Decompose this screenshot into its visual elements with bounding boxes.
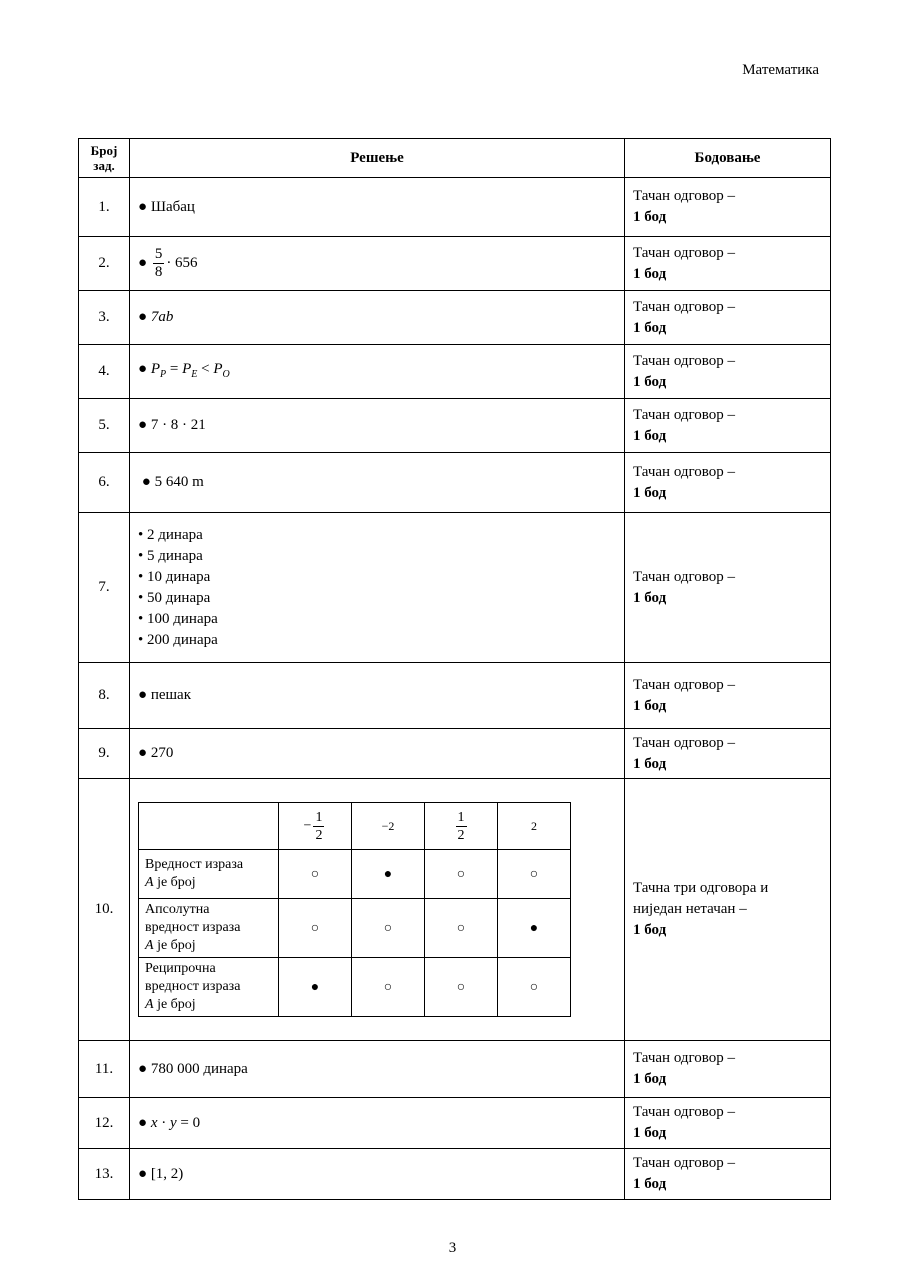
scoring-cell <box>625 237 831 291</box>
fraction-denominator: 2 <box>315 827 323 843</box>
score-text: Тачан одговор – <box>633 1155 736 1171</box>
scoring-cell <box>625 1149 831 1200</box>
scoring-cell <box>625 178 831 237</box>
answer-grid <box>138 802 571 1017</box>
header-solution: Решење <box>130 139 625 178</box>
solution-cell <box>130 453 625 513</box>
task-number: 2. <box>79 237 130 291</box>
grid-row-label <box>139 899 279 958</box>
minus-sign: − <box>303 818 312 834</box>
grid-col-header: 2 <box>498 803 571 850</box>
score-points: 1 бод <box>633 265 667 282</box>
answer-text: Шабац <box>150 198 195 215</box>
score-text: Тачан одговор – <box>633 676 736 693</box>
solution-cell <box>130 1149 625 1200</box>
task-number: 5. <box>79 399 130 453</box>
math-op: = <box>166 360 183 377</box>
score-text: Тачан одговор – <box>633 1050 736 1066</box>
bullet: ● <box>138 360 148 377</box>
table-row <box>79 779 831 1041</box>
score-points: 1 бод <box>633 1125 667 1141</box>
score-text: Тачна три одговора и <box>633 880 769 896</box>
table-header-row <box>79 139 831 178</box>
label-line: вредност израза <box>145 920 241 935</box>
table-row <box>79 1041 831 1098</box>
scoring-cell <box>625 453 831 513</box>
scoring-cell <box>625 1098 831 1149</box>
math-subscript: E <box>191 368 198 380</box>
grid-row <box>139 850 571 899</box>
score-points: 1 бод <box>633 484 667 501</box>
scoring-cell <box>625 345 831 399</box>
math-var: A <box>145 938 154 953</box>
score-points: 1 бод <box>633 922 667 938</box>
bullet: ● <box>138 309 148 325</box>
answer-text: 7 · 8 · 21 <box>150 417 206 433</box>
answer-text: · 656 <box>166 254 198 271</box>
grid-row <box>139 958 571 1017</box>
bullet: ● <box>141 474 151 490</box>
list-item: • 200 динара <box>138 631 218 648</box>
math-var: A <box>145 875 154 890</box>
solution-cell <box>130 178 625 237</box>
score-text: Тачан одговор – <box>633 298 736 315</box>
score-text: Тачан одговор – <box>633 1104 736 1120</box>
task-number: 10. <box>79 779 130 1041</box>
math-var: P <box>213 360 223 377</box>
bullet: ● <box>138 745 148 761</box>
grid-mark: ● <box>352 850 425 899</box>
grid-header-row <box>139 803 571 850</box>
bullet: ● <box>138 254 148 271</box>
grid-mark: ○ <box>279 850 352 899</box>
answer-text: пешак <box>150 687 191 703</box>
table-row <box>79 1098 831 1149</box>
table-row <box>79 291 831 345</box>
solution-cell <box>130 779 625 1041</box>
score-text: Тачан одговор – <box>633 244 736 261</box>
score-text: Тачан одговор – <box>633 352 736 369</box>
grid-mark: ○ <box>279 899 352 958</box>
grid-mark: ○ <box>498 850 571 899</box>
solution-cell <box>130 399 625 453</box>
solution-cell <box>130 729 625 779</box>
fraction <box>456 809 467 844</box>
label-line: је број <box>153 875 196 890</box>
table-row <box>79 345 831 399</box>
list-item: • 50 динара <box>138 589 211 606</box>
label-line: вредност израза <box>145 979 241 994</box>
score-points: 1 бод <box>633 1071 667 1087</box>
answer-text: 780 000 динара <box>150 1060 248 1077</box>
score-text: Тачан одговор – <box>633 734 736 751</box>
solution-cell <box>130 291 625 345</box>
table-row <box>79 729 831 779</box>
bullet: ● <box>138 1165 148 1182</box>
score-points: 1 бод <box>633 373 667 390</box>
fraction-numerator: 5 <box>154 246 163 262</box>
grid-col-header <box>279 803 352 850</box>
task-number: 8. <box>79 663 130 729</box>
table-row <box>79 663 831 729</box>
bullet: ● <box>138 687 148 703</box>
task-number: 3. <box>79 291 130 345</box>
fraction-numerator: 1 <box>315 809 323 825</box>
scoring-cell <box>625 513 831 663</box>
solution-cell <box>130 1098 625 1149</box>
math-subscript: O <box>222 368 230 380</box>
score-points: 1 бод <box>633 755 667 772</box>
math-op: = 0 <box>176 1114 201 1131</box>
page-number: 3 <box>448 1240 457 1256</box>
fraction-denominator: 8 <box>154 264 163 280</box>
math-var: A <box>145 997 154 1012</box>
task-number: 13. <box>79 1149 130 1200</box>
task-number: 1. <box>79 178 130 237</box>
solution-cell <box>130 237 625 291</box>
bullet: ● <box>138 1060 148 1077</box>
math-op: < <box>197 360 214 377</box>
task-number: 7. <box>79 513 130 663</box>
list-item: • 2 динара <box>138 526 203 543</box>
answer-text: 7ab <box>150 309 174 325</box>
scoring-cell <box>625 779 831 1041</box>
task-number: 11. <box>79 1041 130 1098</box>
task-number: 12. <box>79 1098 130 1149</box>
grid-corner <box>139 803 279 850</box>
grid-mark: ○ <box>352 899 425 958</box>
score-text: Тачан одговор – <box>633 568 736 585</box>
fraction-denominator: 2 <box>457 827 465 843</box>
scoring-cell <box>625 1041 831 1098</box>
bullet: ● <box>138 1114 148 1131</box>
score-points: 1 бод <box>633 589 667 606</box>
score-points: 1 бод <box>633 1176 667 1192</box>
label-line: Апсолутна <box>145 902 210 917</box>
grid-mark: ● <box>279 958 352 1017</box>
task-number: 4. <box>79 345 130 399</box>
task-number: 6. <box>79 453 130 513</box>
score-text: Тачан одговор – <box>633 406 736 423</box>
score-text: Тачан одговор – <box>633 188 736 204</box>
grid-col-header <box>425 803 498 850</box>
score-points: 1 бод <box>633 427 667 444</box>
scoring-cell <box>625 663 831 729</box>
score-text: ниједан нетачан – <box>633 901 747 917</box>
task-number: 9. <box>79 729 130 779</box>
label-line: је број <box>153 938 196 953</box>
bullet: ● <box>138 417 148 433</box>
answer-text: [1, 2) <box>150 1165 184 1182</box>
fraction <box>313 809 324 844</box>
math-op: · <box>157 1114 170 1131</box>
score-points: 1 бод <box>633 319 667 336</box>
grid-row <box>139 899 571 958</box>
label-line: је број <box>153 997 196 1012</box>
scoring-cell <box>625 399 831 453</box>
solution-cell <box>130 1041 625 1098</box>
table-row <box>79 513 831 663</box>
score-points: 1 бод <box>633 209 667 225</box>
math-var: P <box>150 360 160 377</box>
table-row <box>79 237 831 291</box>
math-subscript: P <box>159 368 167 380</box>
math-var: x <box>150 1114 158 1131</box>
list-item: • 10 динара <box>138 568 211 585</box>
list-item: • 100 динара <box>138 610 218 627</box>
grid-mark: ● <box>498 899 571 958</box>
bullet: ● <box>138 198 148 215</box>
scoring-cell <box>625 291 831 345</box>
score-points: 1 бод <box>633 697 667 714</box>
answer-text: 270 <box>150 745 174 761</box>
grid-row-label <box>139 850 279 899</box>
answer-text: 5 640 m <box>154 474 204 490</box>
header-scoring: Бодовање <box>625 139 831 178</box>
page-header-subject: Математика <box>742 62 819 78</box>
grid-mark: ○ <box>425 899 498 958</box>
table-row <box>79 453 831 513</box>
label-line: Реципрочна <box>145 961 216 976</box>
header-number: Број зад. <box>79 139 130 178</box>
math-var: y <box>169 1114 177 1131</box>
scoring-cell <box>625 729 831 779</box>
score-text: Тачан одговор – <box>633 463 736 480</box>
solution-cell <box>130 513 625 663</box>
solution-cell <box>130 663 625 729</box>
fraction <box>153 246 165 281</box>
list-item: • 5 динара <box>138 547 203 564</box>
label-line: Вредност израза <box>145 857 244 872</box>
table-row <box>79 1149 831 1200</box>
grid-col-header: −2 <box>352 803 425 850</box>
solutions-table <box>78 138 831 1200</box>
grid-mark: ○ <box>498 958 571 1017</box>
table-row <box>79 178 831 237</box>
table-row <box>79 399 831 453</box>
math-var: P <box>182 360 192 377</box>
grid-mark: ○ <box>425 850 498 899</box>
grid-row-label <box>139 958 279 1017</box>
fraction-numerator: 1 <box>457 809 465 825</box>
grid-mark: ○ <box>425 958 498 1017</box>
grid-mark: ○ <box>352 958 425 1017</box>
solution-cell <box>130 345 625 399</box>
